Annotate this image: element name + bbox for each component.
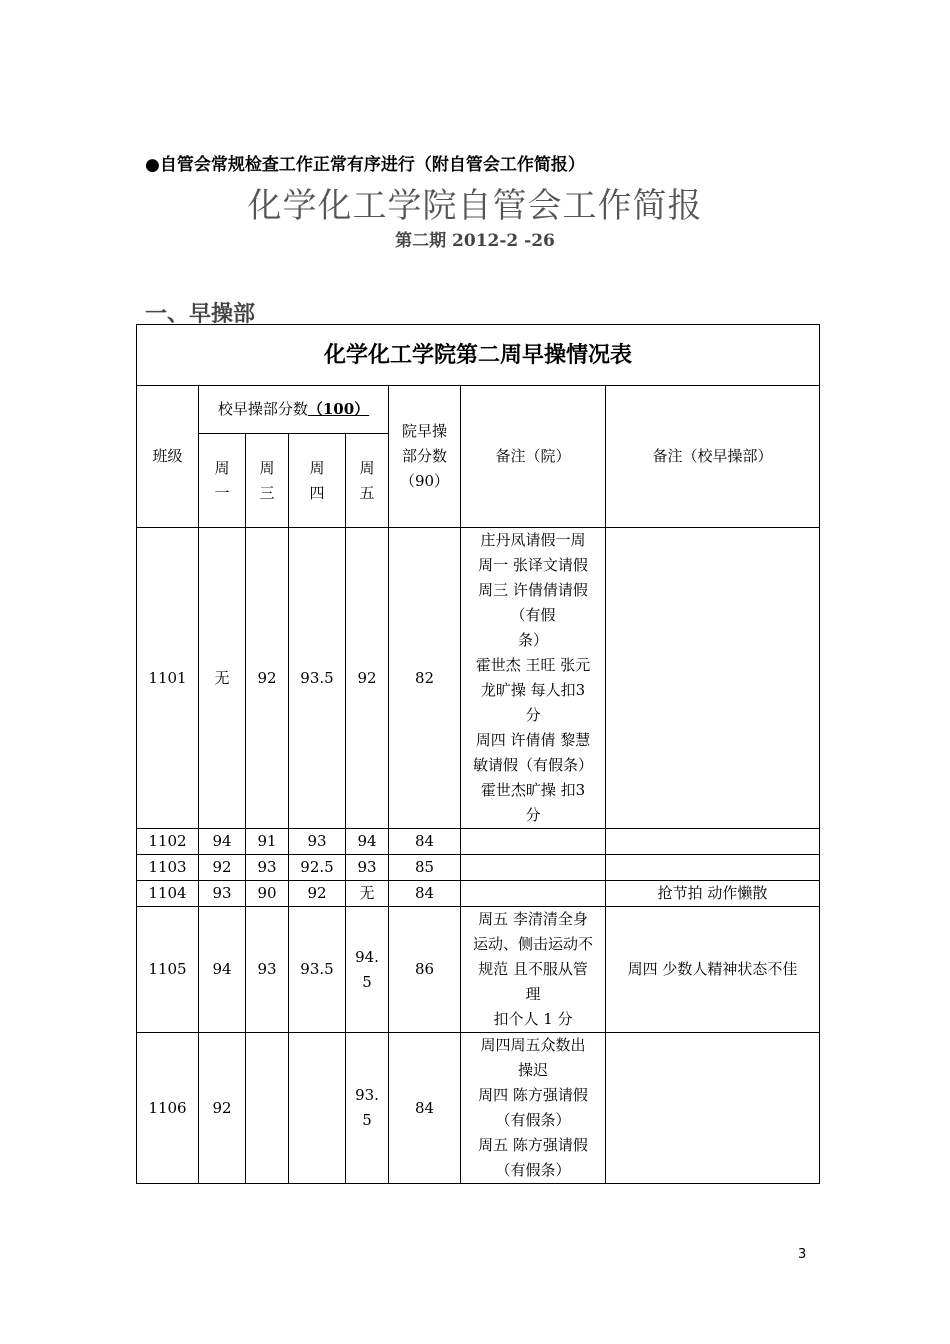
- cell-note-college: 周五 李清清全身 运动、侧击运动不 规范 且不服从管 理 扣个人 1 分: [461, 907, 606, 1033]
- section-heading: 一、早操部: [145, 302, 256, 327]
- cell-college-score: 82: [389, 528, 461, 829]
- cell-class: 1103: [137, 855, 199, 881]
- cell-wednesday: 93: [246, 855, 289, 881]
- header-note-college: 备注（院）: [461, 386, 606, 528]
- table-row: [137, 1033, 820, 1184]
- school-score-label: 校早操部分数: [217, 400, 308, 418]
- cell-college-score: 84: [389, 829, 461, 855]
- cell-class: 1102: [137, 829, 199, 855]
- header-school-score: [199, 386, 389, 434]
- cell-monday: 94: [199, 829, 246, 855]
- cell-college-score: 84: [389, 1033, 461, 1184]
- cell-class: 1105: [137, 907, 199, 1033]
- cell-wednesday: 91: [246, 829, 289, 855]
- cell-note-school: [606, 855, 820, 881]
- header-college-score: 院早操 部分数 （90）: [389, 386, 461, 528]
- cell-thursday: 93.5: [289, 907, 346, 1033]
- table-row: [137, 829, 820, 855]
- cell-college-score: 86: [389, 907, 461, 1033]
- table-row: [137, 855, 820, 881]
- cell-thursday: 93.5: [289, 528, 346, 829]
- cell-note-college: [461, 829, 606, 855]
- header-thursday: 周 四: [289, 434, 346, 528]
- table-row: [137, 907, 820, 1033]
- page-title: 化学化工学院自管会工作简报: [247, 186, 703, 226]
- cell-wednesday: [246, 1033, 289, 1184]
- cell-class: 1101: [137, 528, 199, 829]
- cell-wednesday: 93: [246, 907, 289, 1033]
- cell-note-school: 周四 少数人精神状态不佳: [606, 907, 820, 1033]
- cell-college-score: 85: [389, 855, 461, 881]
- cell-friday: 93. 5: [346, 1033, 389, 1184]
- school-score-max: （100）: [307, 400, 370, 418]
- cell-note-school: [606, 1033, 820, 1184]
- issue-date: 第二期 2012-2 -26: [395, 231, 555, 251]
- cell-college-score: 84: [389, 881, 461, 907]
- cell-note-college: 庄丹凤请假一周 周一 张译文请假 周三 许倩倩请假 （有假 条） 霍世杰 王旺 张元 龙旷操 每人扣3 分 周四 许倩倩 黎慧 敏请假（有假条） 霍世杰旷操 扣3 分: [461, 528, 606, 829]
- header-class: 班级: [137, 386, 199, 528]
- table-row: [137, 528, 820, 829]
- cell-monday: 94: [199, 907, 246, 1033]
- cell-monday: 无: [199, 528, 246, 829]
- cell-note-school: 抢节拍 动作懒散: [606, 881, 820, 907]
- cell-wednesday: 92: [246, 528, 289, 829]
- header-friday: 周 五: [346, 434, 389, 528]
- cell-thursday: 92.5: [289, 855, 346, 881]
- cell-thursday: [289, 1033, 346, 1184]
- cell-thursday: 93: [289, 829, 346, 855]
- header-note-school: 备注（校早操部）: [606, 386, 820, 528]
- cell-friday: 93: [346, 855, 389, 881]
- cell-monday: 93: [199, 881, 246, 907]
- header-monday: 周 一: [199, 434, 246, 528]
- cell-note-college: [461, 855, 606, 881]
- cell-monday: 92: [199, 855, 246, 881]
- table-title: 化学化工学院第二周早操情况表: [137, 325, 820, 386]
- cell-note-college: [461, 881, 606, 907]
- table-row: [137, 881, 820, 907]
- header-wednesday: 周 三: [246, 434, 289, 528]
- cell-note-college: 周四周五众数出 操迟 周四 陈方强请假 （有假条） 周五 陈方强请假 （有假条）: [461, 1033, 606, 1184]
- cell-monday: 92: [199, 1033, 246, 1184]
- cell-note-school: [606, 528, 820, 829]
- intro-line: ●自管会常规检查工作正常有序进行（附自管会工作简报）: [145, 155, 585, 175]
- cell-class: 1106: [137, 1033, 199, 1184]
- cell-friday: 94: [346, 829, 389, 855]
- cell-friday: 无: [346, 881, 389, 907]
- cell-friday: 92: [346, 528, 389, 829]
- cell-class: 1104: [137, 881, 199, 907]
- page-number: 3: [798, 1247, 807, 1262]
- cell-thursday: 92: [289, 881, 346, 907]
- cell-note-school: [606, 829, 820, 855]
- morning-exercise-table: [136, 324, 820, 1184]
- cell-wednesday: 90: [246, 881, 289, 907]
- cell-friday: 94. 5: [346, 907, 389, 1033]
